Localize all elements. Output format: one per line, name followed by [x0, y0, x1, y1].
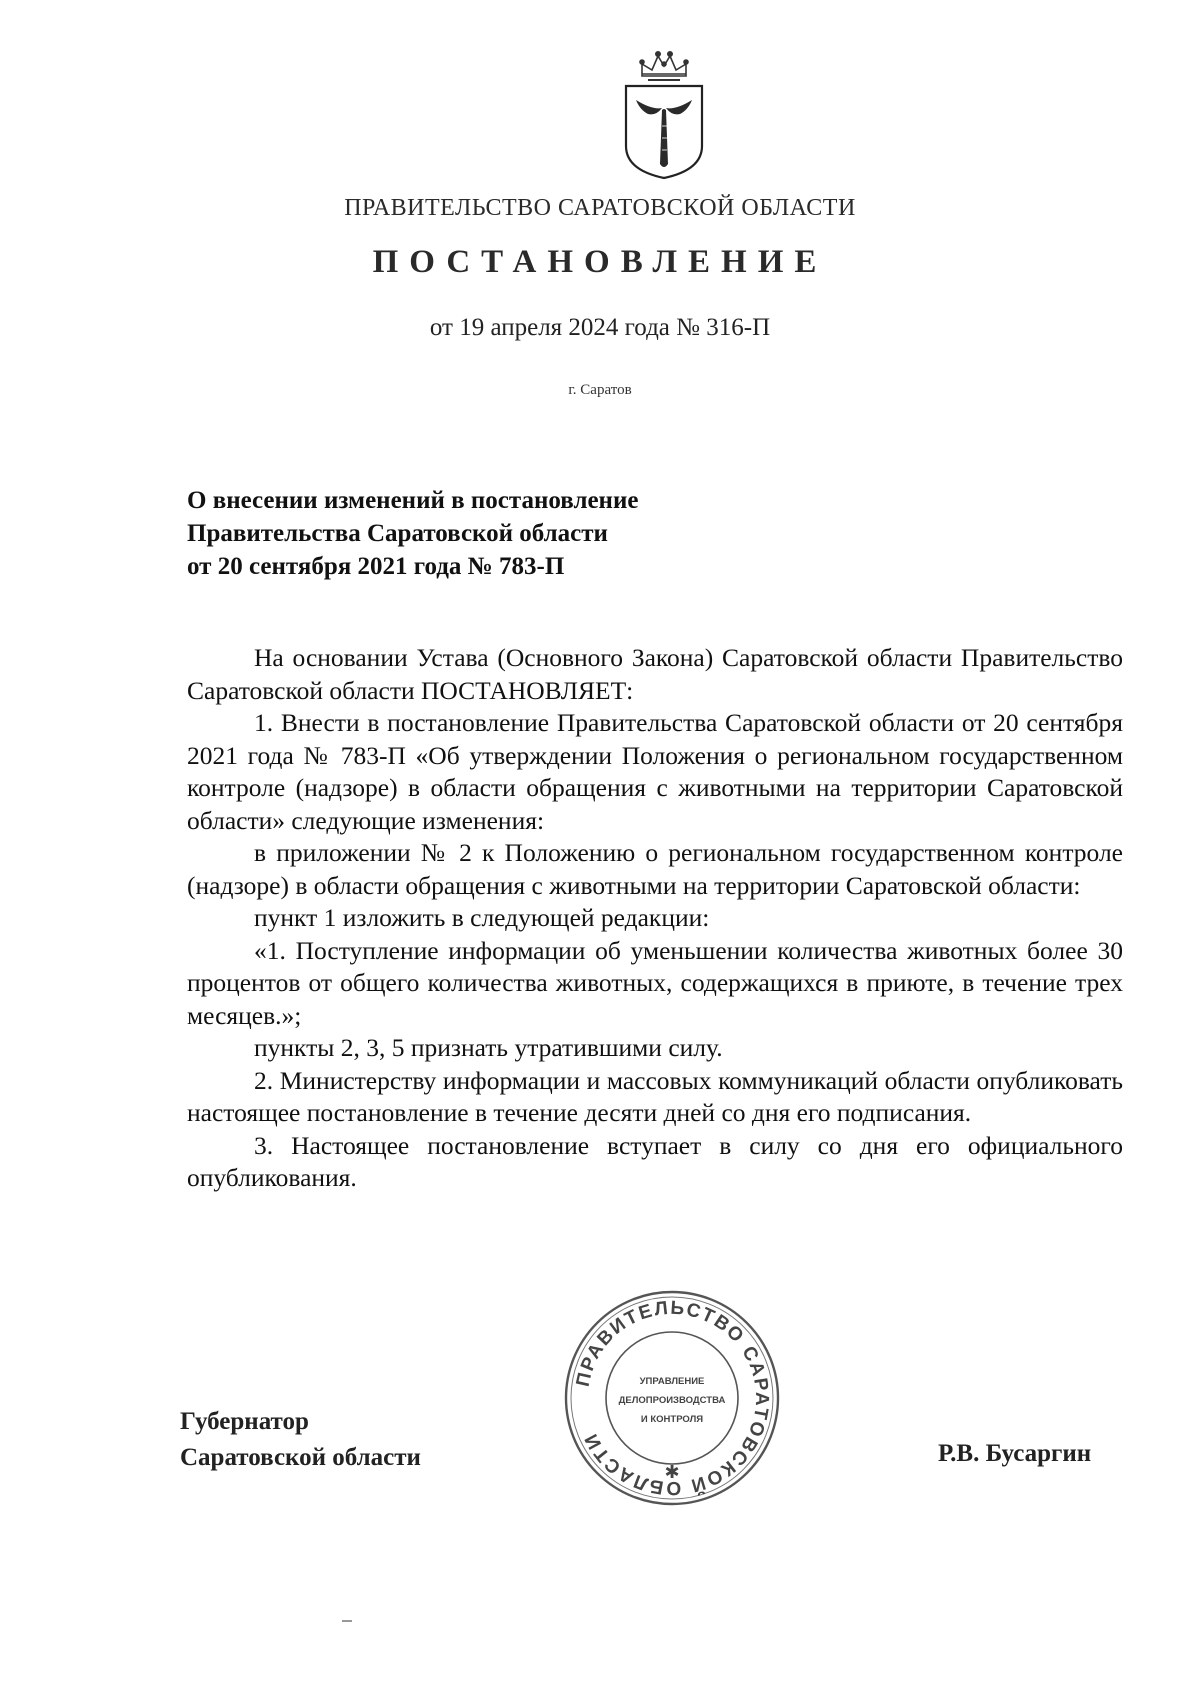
- signatory-name: Р.В. Бусаргин: [938, 1440, 1092, 1467]
- document-type: ПОСТАНОВЛЕНИЕ: [372, 244, 828, 280]
- scan-mark: [342, 1620, 352, 1622]
- seal-inner-line: УПРАВЛЕНИЕ: [639, 1376, 705, 1387]
- subject-line: Правительства Саратовской области: [187, 520, 608, 547]
- seal-inner-line: ДЕЛОПРОИЗВОДСТВА: [618, 1395, 726, 1406]
- document-body: [187, 642, 1123, 1195]
- body-paragraph: 3. Настоящее постановление вступает в силу со дня его официального опубликования.: [187, 1130, 1123, 1192]
- organization-name: ПРАВИТЕЛЬСТВО САРАТОВСКОЙ ОБЛАСТИ: [344, 195, 856, 221]
- body-paragraph: пункты 2, 3, 5 признать утратившими силу.: [254, 1033, 723, 1062]
- signatory-position: [180, 1404, 421, 1476]
- document-subject: [187, 484, 787, 583]
- seal-outer-text: ПРАВИТЕЛЬСТВО САРАТОВСКОЙ ОБЛАСТИ: [572, 1297, 773, 1499]
- body-paragraph: в приложении № 2 к Положению о региональном государственном контроле (надзоре) в области обращения с животными на территории Саратовской области:: [187, 838, 1123, 900]
- document-city: г. Саратов: [568, 382, 632, 398]
- body-paragraph: пункт 1 изложить в следующей редакции:: [254, 903, 710, 932]
- coat-of-arms-icon: [618, 46, 710, 180]
- signatory-title: Губернатор: [180, 1408, 309, 1435]
- body-paragraph: На основании Устава (Основного Закона) Саратовской области Правительство Саратовской области ПОСТАНОВЛЯЕТ:: [187, 643, 1123, 705]
- body-paragraph: 2. Министерству информации и массовых коммуникаций области опубликовать настоящее постановление в течение десяти дней со дня его подписания.: [187, 1065, 1123, 1127]
- body-paragraph: 1. Внести в постановление Правительства Саратовской области от 20 сентября 2021 года № 783-П «Об утверждении Положения о региональном государственном контроле (надзоре) в области обращения с животными на территории Саратовской области» следующие изменения:: [187, 708, 1123, 835]
- seal-inner-line: И КОНТРОЛЯ: [640, 1414, 704, 1425]
- signatory-region: Саратовской области: [180, 1444, 421, 1471]
- subject-line: от 20 сентября 2021 года № 783-П: [187, 553, 565, 580]
- official-seal-icon: [562, 1288, 782, 1508]
- subject-line: О внесении изменений в постановление: [187, 487, 639, 514]
- svg-text:✱: ✱: [664, 1462, 680, 1483]
- document-date-number: от 19 апреля 2024 года № 316-П: [429, 314, 771, 341]
- body-paragraph: «1. Поступление информации об уменьшении количества животных более 30 процентов от общего количества животных, содержащихся в приюте, в течение трех месяцев.»;: [187, 935, 1123, 1030]
